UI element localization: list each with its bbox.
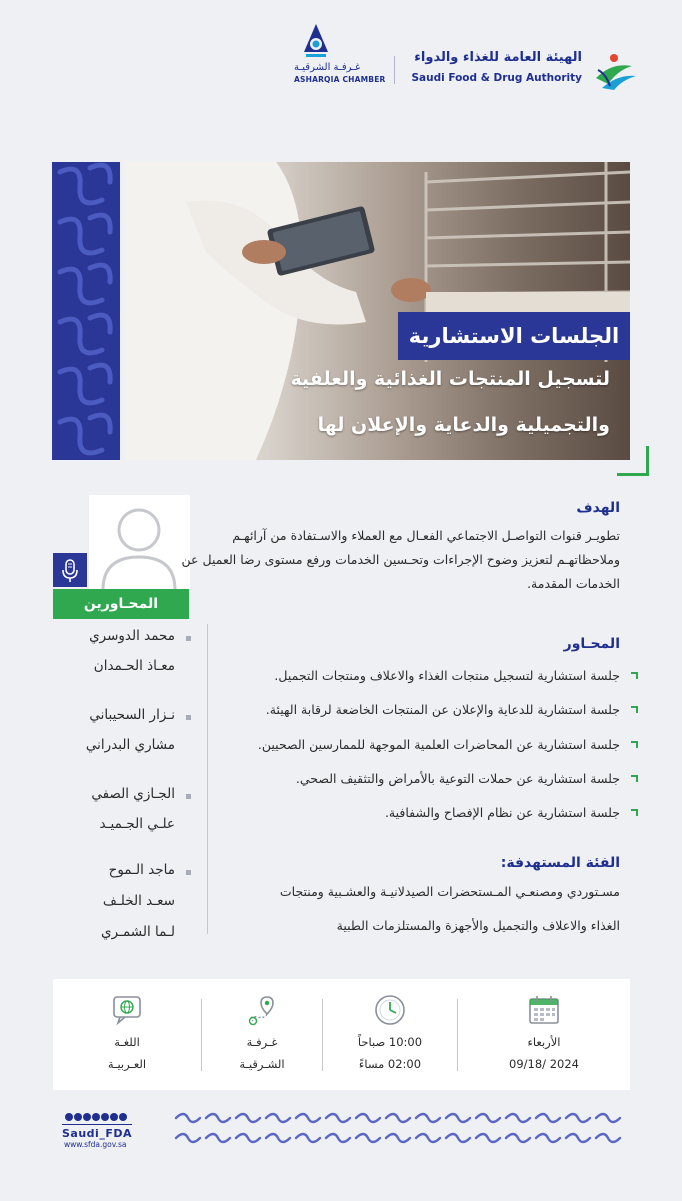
bullet-corner-icon xyxy=(631,809,638,816)
audience-line2: الغذاء والاعلاف والتجميل والأجهزة والمستلزمات الطبية xyxy=(336,918,620,933)
sfda-name-en: Saudi Food & Drug Authority xyxy=(411,72,582,84)
speaker-name: محمد الدوسري xyxy=(89,628,175,644)
audience-line1: مسـتوردي ومصنعـي المـستحضرات الصيدلانيـة والعشـبية ومنتجات xyxy=(279,884,620,899)
speaker-name: نـزار السحيباني xyxy=(89,707,175,723)
bullet-corner-icon xyxy=(631,775,638,782)
hero-photo xyxy=(126,162,630,460)
chamber-name-en: ASHARQIA CHAMBER xyxy=(294,75,386,84)
speakers-title: المحـاورين xyxy=(53,589,189,619)
goal-text: تطويـر قنوات التواصـل الاجتماعي الفعـال مع العملاء والاسـتفادة من آرائهـم وملاحظاتهـم لتعزيز وضوح الإجراءات وتحـسين الخدمات ورفع مستوى رضا العميل عن الخدمات المقدمة. xyxy=(181,528,620,591)
footer-handle: Saudi_FDA xyxy=(62,1124,132,1140)
axis-item xyxy=(198,771,638,786)
location-info xyxy=(202,979,322,1090)
social-media-icons xyxy=(64,1112,136,1122)
location-line1: غـرفـة xyxy=(246,1035,278,1049)
language-info xyxy=(53,979,201,1090)
speaker-group-bullet xyxy=(186,636,191,641)
speaker-avatar xyxy=(89,495,190,590)
microphone-badge xyxy=(53,553,87,587)
date-info xyxy=(458,979,630,1090)
hero-corner-accent xyxy=(617,446,649,476)
chamber-emblem-icon xyxy=(302,24,330,60)
axis-item xyxy=(198,805,638,820)
footer-url: www.sfda.gov.sa xyxy=(64,1140,127,1149)
event-info-bar xyxy=(53,979,630,1090)
hero-subtitle-line2: والتجميلية والدعاية والإعلان لها xyxy=(317,414,610,436)
axis-item-text: جلسة استشارية لتسجيل منتجات الغذاء والاعلاف ومنتجات التجميل. xyxy=(274,668,620,683)
language-value: العـربيـة xyxy=(107,1057,147,1071)
sfda-name-ar: الهيئة العامة للغذاء والدواء xyxy=(414,50,582,65)
axis-item xyxy=(198,702,638,717)
axis-item xyxy=(198,737,638,752)
hero-subtitle-line1: لتسجيل المنتجات الغذائية والعلفية xyxy=(290,368,610,390)
time-info xyxy=(323,979,457,1090)
speaker-name: علـي الجـميـد xyxy=(99,816,175,832)
speaker-name: سعـد الخلـف xyxy=(102,893,175,909)
axis-item-text: جلسة استشارية عن حملات التوعية بالأمراض والتثقيف الصحي. xyxy=(295,771,620,786)
location-pin-icon xyxy=(245,993,279,1027)
speaker-group-bullet xyxy=(186,715,191,720)
speaker-name: مشاري البدراني xyxy=(85,737,175,753)
bullet-corner-icon xyxy=(631,741,638,748)
asharqia-chamber-logo xyxy=(290,24,390,90)
wave-pattern-icon xyxy=(52,162,120,460)
chamber-name-ar: غـرفـة الشرقيـة xyxy=(294,62,361,73)
axis-item-text: جلسة استشارية عن نظام الإفصاح والشفافية. xyxy=(384,805,620,820)
hero-pattern-panel xyxy=(52,162,120,460)
sfda-emblem-icon xyxy=(592,52,640,92)
time-start: 10:00 صباحاً xyxy=(357,1035,423,1049)
axis-item xyxy=(198,668,638,683)
bullet-corner-icon xyxy=(631,706,638,713)
logo-divider xyxy=(394,56,395,84)
calendar-icon xyxy=(527,993,561,1027)
audience-title: الفئة المستهدفة: xyxy=(500,855,620,871)
axes-title: المحـاور xyxy=(563,636,620,652)
speaker-group-bullet xyxy=(186,794,191,799)
bullet-corner-icon xyxy=(631,672,638,679)
microphone-icon xyxy=(53,553,87,587)
speaker-name: الجـازي الصفي xyxy=(91,786,175,802)
time-end: 02:00 مساءً xyxy=(358,1057,422,1071)
language-chat-icon xyxy=(110,993,144,1027)
sfda-logo xyxy=(402,50,640,94)
speaker-name: لـما الشمـري xyxy=(101,924,175,940)
axis-item-text: جلسة استشارية عن المحاضرات العلمية الموجهة للممارسين الصحيين. xyxy=(257,737,620,752)
speaker-name: معـاذ الحـمدان xyxy=(93,658,175,674)
axis-item-text: جلسة استشارية للدعاية والإعلان عن المنتجات الخاضعة لرقابة الهيئة. xyxy=(265,702,620,717)
avatar-placeholder-icon xyxy=(89,495,190,590)
header-logos xyxy=(290,24,640,94)
hero-title: الجلسات الاستشارية xyxy=(398,312,630,360)
language-label: اللغـة xyxy=(114,1035,140,1049)
date-day: الأربعاء xyxy=(527,1035,561,1049)
date-value: 2024 /09/18 xyxy=(509,1057,579,1071)
clock-icon xyxy=(373,993,407,1027)
speaker-group-bullet xyxy=(186,870,191,875)
speaker-name: ماجد الـموح xyxy=(108,862,175,878)
footer-wave-pattern-icon xyxy=(170,1108,630,1150)
goal-title: الهدف xyxy=(576,500,620,516)
location-line2: الشـرقيـة xyxy=(239,1057,285,1071)
